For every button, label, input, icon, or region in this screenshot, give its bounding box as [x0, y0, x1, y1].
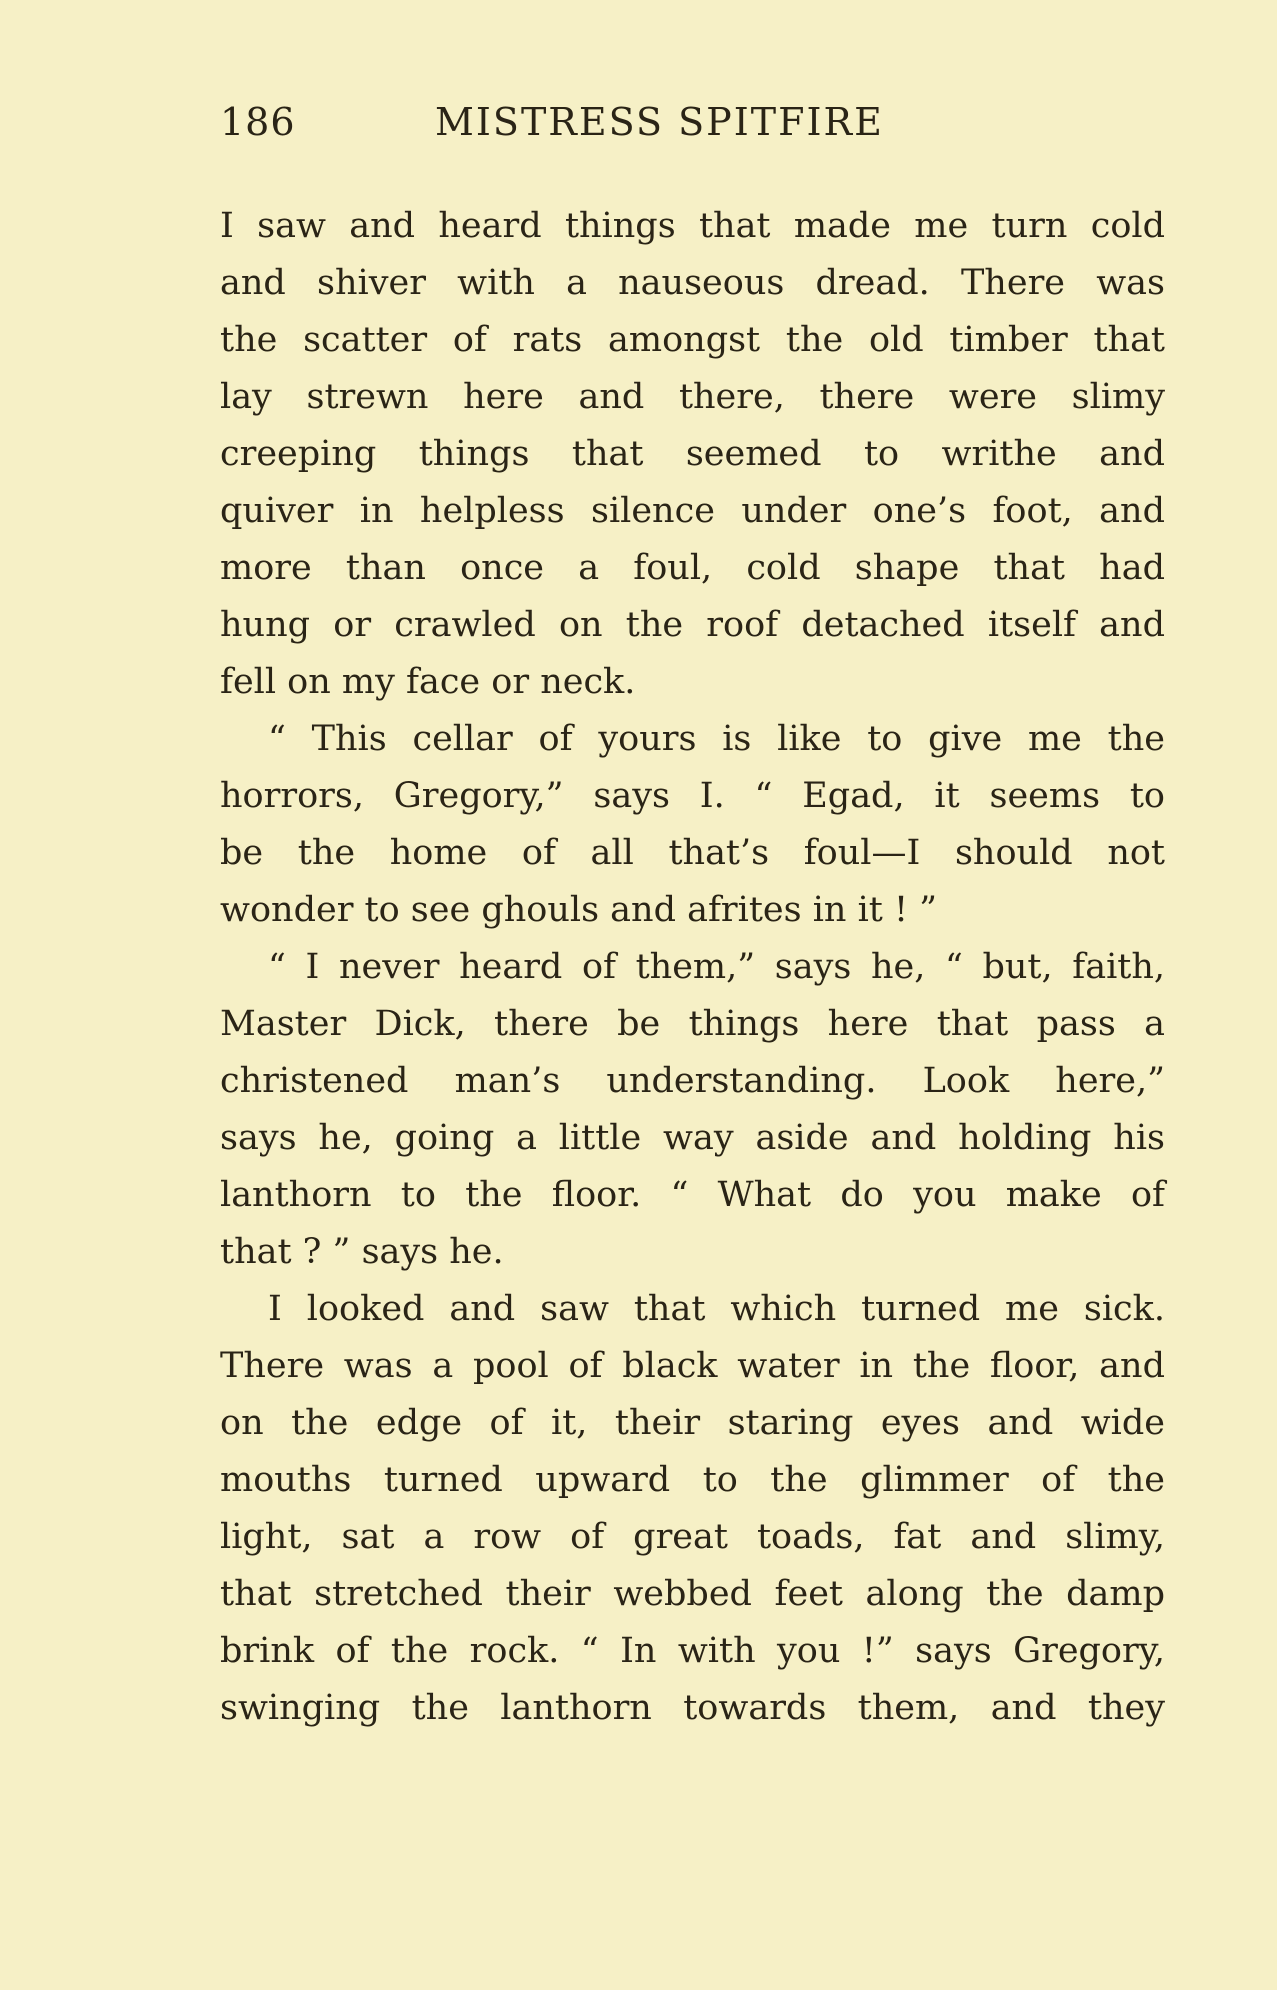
text-line: light, sat a row of great toads, fat and slimy, — [220, 1517, 1165, 1557]
text-line: quiver in helpless silence under one’s foot, and — [220, 491, 1165, 531]
text-line: says he, going a little way aside and holding his — [220, 1118, 1165, 1158]
text-line: “ This cellar of yours is like to give me the — [268, 719, 1165, 759]
text-line: Master Dick, there be things here that pass a — [220, 1004, 1165, 1044]
text-line: the scatter of rats amongst the old timber that — [220, 320, 1165, 360]
page-header — [220, 96, 940, 148]
text-line: brink of the rock. “ In with you !” says Gregory, — [220, 1631, 1165, 1671]
text-line: creeping things that seemed to writhe and — [220, 434, 1165, 474]
text-line: lanthorn to the floor. “ What do you make of — [220, 1175, 1165, 1215]
text-line: swinging the lanthorn towards them, and they — [220, 1688, 1165, 1728]
text-line: that ? ” says he. — [220, 1232, 504, 1272]
text-line: christened man’s understanding. Look here,” — [220, 1061, 1165, 1101]
text-line: horrors, Gregory,” says I. “ Egad, it seems to — [220, 776, 1165, 816]
text-line: wonder to see ghouls and afrites in it ! ” — [220, 890, 938, 930]
text-line: I saw and heard things that made me turn cold — [220, 206, 1165, 246]
running-title: MISTRESS SPITFIRE — [435, 100, 884, 144]
text-line: and shiver with a nauseous dread. There was — [220, 263, 1165, 303]
text-line: on the edge of it, their staring eyes and wide — [220, 1403, 1165, 1443]
text-line: There was a pool of black water in the floor, and — [220, 1346, 1165, 1386]
text-line: be the home of all that’s foul—I should not — [220, 833, 1165, 873]
text-line: that stretched their webbed feet along the damp — [220, 1574, 1165, 1614]
text-line: fell on my face or neck. — [220, 662, 636, 702]
text-line: mouths turned upward to the glimmer of the — [220, 1460, 1165, 1500]
text-line: I looked and saw that which turned me sick. — [268, 1289, 1165, 1329]
text-line: “ I never heard of them,” says he, “ but, faith, — [268, 947, 1165, 987]
text-line: hung or crawled on the roof detached itself and — [220, 605, 1165, 645]
page-number: 186 — [220, 100, 296, 144]
body-text — [220, 198, 1165, 1737]
text-line: more than once a foul, cold shape that had — [220, 548, 1165, 588]
text-line: lay strewn here and there, there were slimy — [220, 377, 1165, 417]
